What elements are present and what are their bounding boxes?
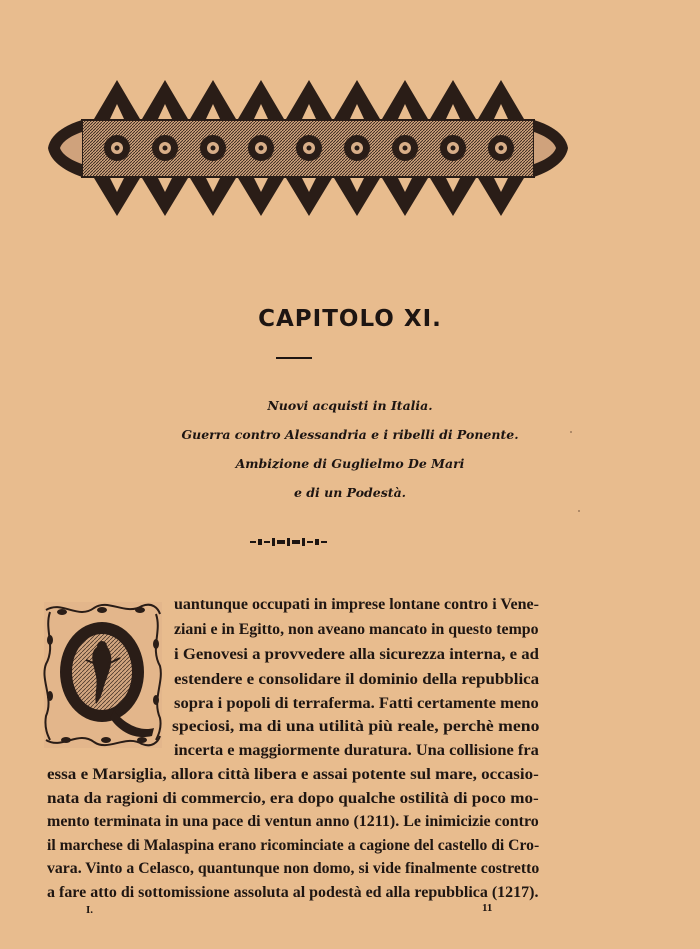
body-line-12: vara. Vinto a Celasco, quantunque non domo, si vide finalmente costretto bbox=[47, 860, 540, 877]
paper-speck bbox=[570, 431, 572, 433]
subtitle-line-1: Nuovi acquisti in Italia. bbox=[267, 398, 433, 413]
section-divider-ornament bbox=[250, 536, 330, 548]
subtitle-line-3: Ambizione di Guglielmo De Mari bbox=[235, 456, 465, 471]
body-line-13: a fare atto di sottomissione assoluta al podestà ed alla repubblica (1217). bbox=[47, 884, 539, 901]
body-line-7: incerta e maggiormente duratura. Una collisione fra bbox=[174, 742, 539, 759]
paper-speck bbox=[578, 510, 580, 512]
body-line-1: uantunque occupati in imprese lontane contro i Vene- bbox=[174, 596, 539, 613]
ornament-band-graphic bbox=[42, 74, 572, 222]
body-line-9: nata da ragioni di commercio, era dopo qualche ostilità di poco mo- bbox=[47, 790, 539, 807]
body-line-4: estendere e consolidare il dominio della repubblica bbox=[174, 671, 540, 688]
subtitle-line-2: Guerra contro Alessandria e i ribelli di Ponente. bbox=[181, 427, 519, 442]
body-line-6: speciosi, ma di una utilità più reale, perchè meno bbox=[172, 718, 540, 735]
body-line-5: sopra i popoli di terraferma. Fatti certamente meno bbox=[174, 695, 539, 712]
header-ornament bbox=[42, 74, 572, 222]
signature-mark: I. bbox=[86, 904, 94, 916]
title-rule bbox=[276, 357, 312, 359]
body-line-11: il marchese di Malaspina erano ricominciate a cagione del castello di Cro- bbox=[47, 837, 540, 854]
subtitle-line-4: e di un Podestà. bbox=[293, 485, 407, 500]
drop-cap bbox=[42, 600, 164, 750]
body-line-2: ziani e in Egitto, non aveano mancato in questo tempo bbox=[174, 621, 539, 638]
chapter-title: CAPITOLO XI. bbox=[258, 306, 442, 332]
body-line-10: mento terminata in una pace di ventun anno (1211). Le inimicizie contro bbox=[47, 813, 539, 830]
page-number: 11 bbox=[482, 902, 493, 914]
body-line-8: essa e Marsiglia, allora città libera e assai potente sul mare, occasio- bbox=[47, 766, 539, 783]
body-line-3: i Genovesi a provvedere alla sicurezza interna, e ad bbox=[174, 646, 539, 663]
